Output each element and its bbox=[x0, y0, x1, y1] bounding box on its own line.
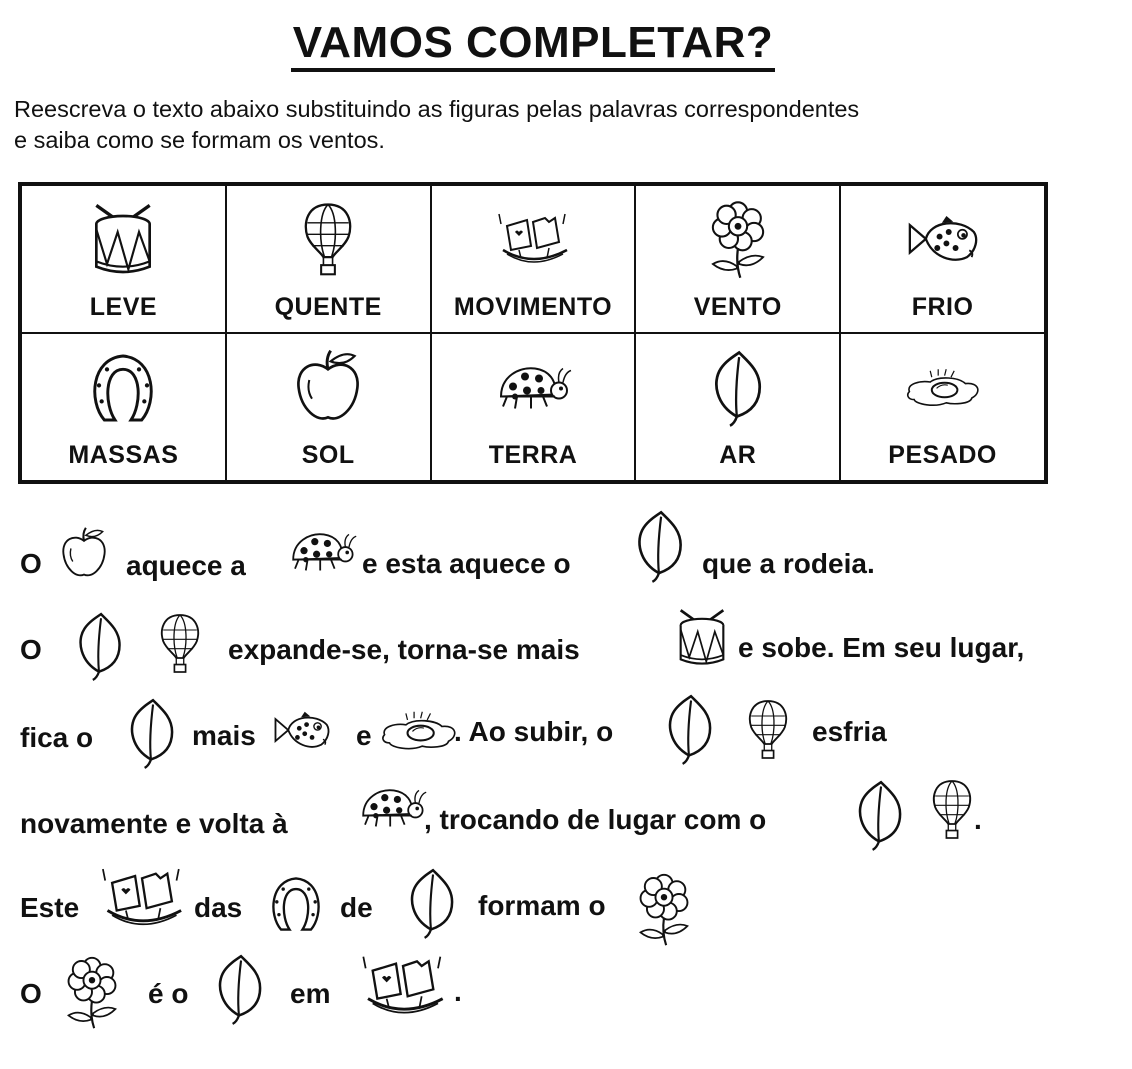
horseshoe-icon bbox=[264, 872, 328, 936]
drum-icon bbox=[670, 606, 734, 670]
legend-cell-movimento bbox=[431, 185, 636, 333]
text-fragment: que a rodeia. bbox=[702, 548, 875, 579]
text-fragment: expande-se, torna-se mais bbox=[228, 634, 580, 665]
text-fragment: fica o bbox=[20, 722, 94, 753]
fried-egg-icon bbox=[903, 348, 983, 428]
text-fragment: . Ao subir, o bbox=[454, 716, 614, 747]
flower-icon bbox=[60, 954, 124, 1032]
legend-cell-leve bbox=[21, 185, 226, 333]
leaf-icon bbox=[124, 696, 180, 770]
worksheet-title bbox=[0, 18, 1066, 68]
rocking-cradle-icon bbox=[96, 864, 188, 934]
text-fragment: das bbox=[194, 892, 243, 923]
legend-cell-pesado bbox=[840, 333, 1045, 481]
legend-cell-sol bbox=[226, 333, 431, 481]
text-fragment: . bbox=[454, 976, 462, 1007]
legend-cell-massas bbox=[21, 333, 226, 481]
legend-cell-frio bbox=[840, 185, 1045, 333]
legend-cell-vento bbox=[635, 185, 840, 333]
legend-word: QUENTE bbox=[274, 293, 382, 321]
rocking-cradle-icon bbox=[493, 200, 573, 280]
text-fragment: e sobe. Em seu lugar, bbox=[738, 632, 1025, 663]
leaf-icon bbox=[404, 866, 460, 940]
leaf-icon bbox=[698, 348, 778, 428]
fish-icon bbox=[903, 200, 983, 280]
drum-icon bbox=[83, 200, 163, 280]
text-fragment: e esta aquece o bbox=[362, 548, 571, 579]
legend-cell-terra bbox=[431, 333, 636, 481]
text-fragment: e bbox=[356, 720, 372, 751]
instruction-text bbox=[14, 94, 1104, 156]
text-fragment: O bbox=[20, 978, 42, 1009]
legend-cell-quente bbox=[226, 185, 431, 333]
text-fragment: é o bbox=[148, 978, 189, 1009]
leaf-icon bbox=[212, 952, 268, 1026]
text-fragment: esfria bbox=[812, 716, 887, 747]
leaf-icon bbox=[662, 692, 718, 766]
legend-word: SOL bbox=[301, 441, 355, 469]
apple-icon bbox=[288, 348, 368, 428]
title-text: VAMOS COMPLETAR? bbox=[291, 18, 776, 72]
text-fragment: mais bbox=[192, 720, 256, 751]
legend-cell-ar bbox=[635, 333, 840, 481]
legend-table bbox=[18, 182, 1048, 484]
text-fragment: O bbox=[20, 548, 42, 579]
text-fragment: O bbox=[20, 634, 42, 665]
hot-air-balloon-icon bbox=[740, 694, 796, 766]
text-fragment: , trocando de lugar com o bbox=[424, 804, 767, 835]
legend-word: AR bbox=[719, 441, 757, 469]
instruction-line-1: Reescreva o texto abaixo substituindo as figuras pelas palavras correspondentes bbox=[14, 96, 860, 122]
fish-icon bbox=[270, 708, 334, 754]
text-fragment: . bbox=[974, 804, 982, 835]
legend-word: MOVIMENTO bbox=[453, 293, 613, 321]
flower-icon bbox=[698, 200, 778, 280]
text-fragment: Este bbox=[20, 892, 80, 923]
text-fragment: em bbox=[290, 978, 331, 1009]
legend-word: MASSAS bbox=[68, 441, 179, 469]
text-fragment: aquece a bbox=[126, 550, 246, 581]
legend-word: LEVE bbox=[89, 293, 158, 321]
legend-word: PESADO bbox=[888, 441, 997, 469]
leaf-icon bbox=[72, 610, 128, 682]
ladybug-icon bbox=[493, 348, 573, 428]
fried-egg-icon bbox=[378, 708, 460, 754]
text-fragment: de bbox=[340, 892, 373, 923]
horseshoe-icon bbox=[83, 348, 163, 428]
legend-word: VENTO bbox=[693, 293, 782, 321]
hot-air-balloon-icon bbox=[288, 200, 368, 280]
rocking-cradle-icon bbox=[356, 952, 450, 1022]
ladybug-icon bbox=[356, 782, 428, 834]
flower-icon bbox=[632, 872, 696, 948]
instruction-line-2: e saiba como se formam os ventos. bbox=[14, 127, 385, 153]
hot-air-balloon-icon bbox=[152, 608, 208, 680]
apple-icon bbox=[56, 526, 112, 582]
text-fragment: novamente e volta à bbox=[20, 808, 288, 839]
legend-word: FRIO bbox=[911, 293, 974, 321]
leaf-icon bbox=[852, 778, 908, 852]
hot-air-balloon-icon bbox=[924, 774, 980, 846]
text-fragment: formam o bbox=[478, 890, 606, 921]
ladybug-icon bbox=[286, 526, 358, 578]
leaf-icon bbox=[632, 508, 688, 584]
legend-word: TERRA bbox=[488, 441, 578, 469]
